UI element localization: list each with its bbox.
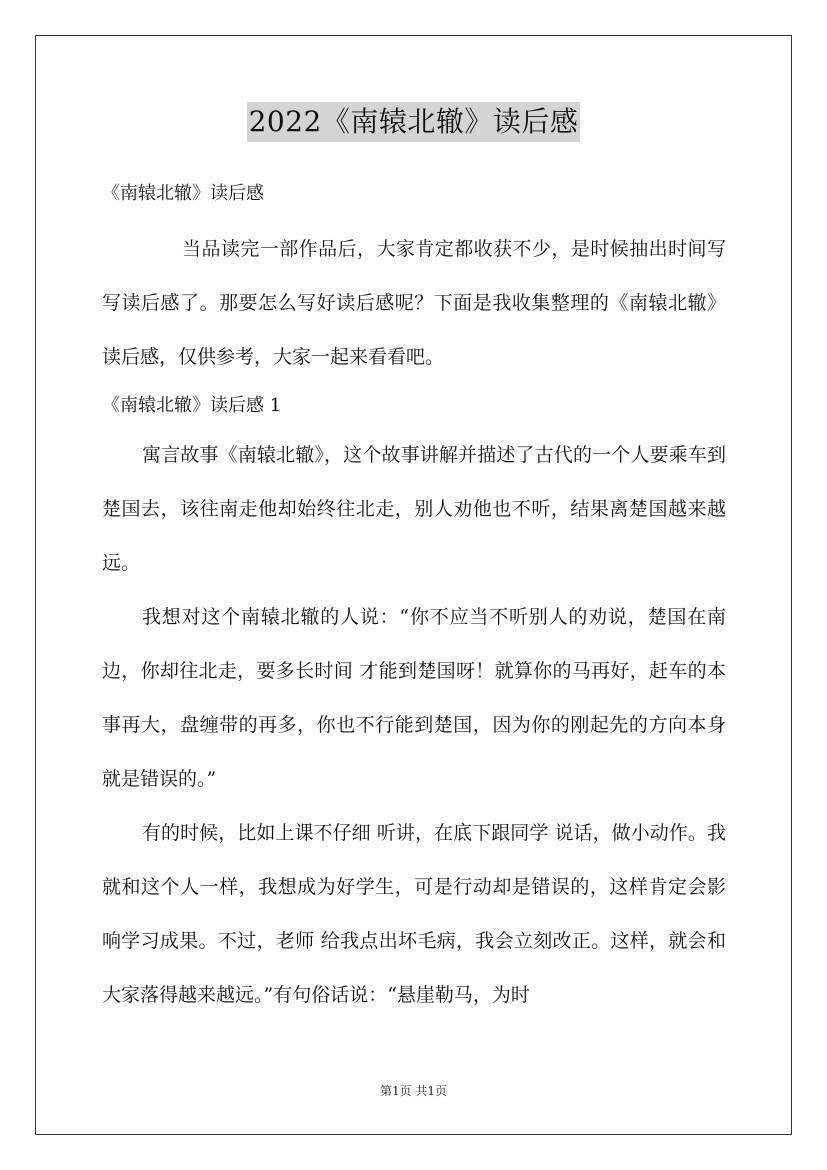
body-paragraph: 我想对这个南辕北辙的人说：“你不应当不听别人的劝说，楚国在南边，你却往北走，要多长时间 才能到楚国呀！就算你的马再好，赶车的本事再大，盘缠带的再多，你也不行能到楚国，因为你的刚起先的方向本身就是错误的。” — [102, 606, 726, 790]
body-paragraph: 有的时候，比如上课不仔细 听讲，在底下跟同学 说话，做小动作。我就和这个人一样，我想成为好学生，可是行动却是错误的，这样肯定会影响学习成果。不过，老师 给我点出坏毛病，我会立刻改正。这样，就会和大家落得越来越远。”有句俗话说：“悬崖勒马，为时 — [102, 822, 726, 1006]
section-heading: 《南辕北辙》读后感 — [102, 183, 264, 204]
page-footer: 第1页 共1页 — [379, 1084, 448, 1098]
intro-paragraph: 当品读完一部作品后，大家肯定都收获不少，是时候抽出时间写写读后感了。那要怎么写好读后感呢？下面是我收集整理的《南辕北辙》读后感，仅供参考，大家一起来看看吧。 — [102, 238, 726, 368]
document-body — [102, 172, 726, 1022]
body-paragraph: 寓言故事《南辕北辙》，这个故事讲解并描述了古代的一个人要乘车到楚国去，该往南走他却始终往北走，别人劝他也不听，结果离楚国越来越远。 — [102, 444, 726, 574]
document-title: 2022《南辕北辙》读后感 — [247, 102, 581, 142]
title-container — [0, 102, 827, 142]
section-heading-1: 《南辕北辙》读后感 1 — [102, 395, 282, 416]
